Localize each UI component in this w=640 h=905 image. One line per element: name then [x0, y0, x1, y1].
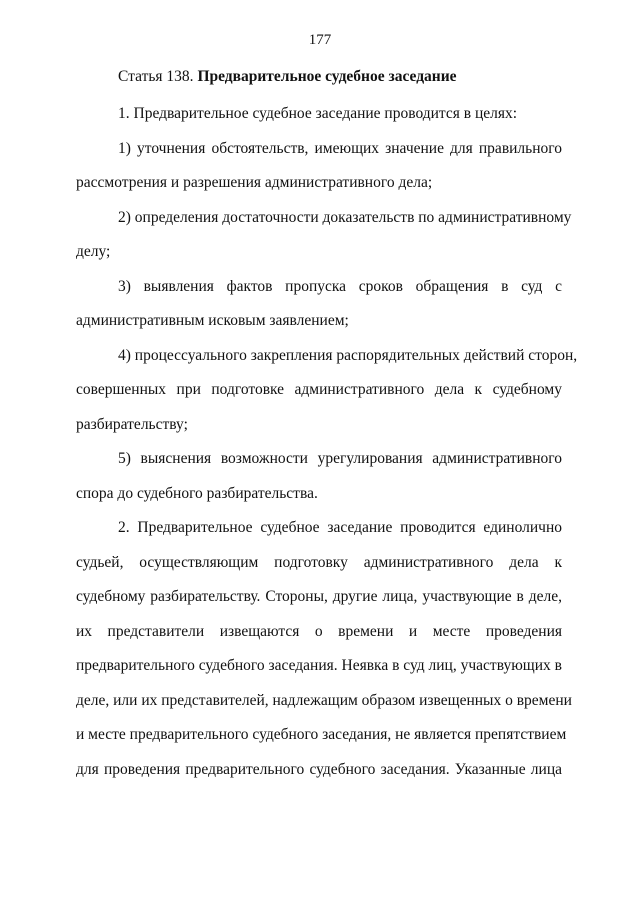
text-line: совершенных при подготовке административного дела к судебному — [76, 381, 562, 398]
article-heading — [118, 68, 457, 86]
text-line: 1. Предварительное судебное заседание проводится в целях: — [118, 105, 518, 122]
text-line: 5) выяснения возможности урегулирования административного — [118, 450, 562, 467]
text-line: предварительного судебного заседания. Неявка в суд лиц, участвующих в — [76, 657, 562, 674]
text-line: административным исковым заявлением; — [76, 312, 349, 329]
article-label: Статья 138. — [118, 68, 194, 85]
text-line: 2) определения достаточности доказательств по административному — [118, 209, 572, 226]
text-line: для проведения предварительного судебного заседания. Указанные лица — [76, 761, 562, 778]
text-line: 4) процессуального закрепления распорядительных действий сторон, — [118, 347, 578, 364]
text-line: 2. Предварительное судебное заседание проводится единолично — [118, 519, 562, 536]
text-line: рассмотрения и разрешения административного дела; — [76, 174, 433, 191]
text-line: и месте предварительного судебного заседания, не является препятствием — [76, 726, 567, 743]
text-line: делу; — [76, 243, 111, 260]
article-title: Предварительное судебное заседание — [197, 68, 457, 85]
text-line: судебному разбирательству. Стороны, другие лица, участвующие в деле, — [76, 588, 562, 605]
page-number: 177 — [308, 32, 332, 48]
text-line: разбирательству; — [76, 416, 188, 433]
text-line: спора до судебного разбирательства. — [76, 485, 318, 502]
text-line: 3) выявления фактов пропуска сроков обращения в суд с — [118, 278, 562, 295]
text-line: 1) уточнения обстоятельств, имеющих значение для правильного — [118, 140, 562, 157]
text-line: их представители извещаются о времени и месте проведения — [76, 623, 562, 640]
text-line: деле, или их представителей, надлежащим образом извещенных о времени — [76, 692, 572, 709]
text-line: судьей, осуществляющим подготовку административного дела к — [76, 554, 562, 571]
